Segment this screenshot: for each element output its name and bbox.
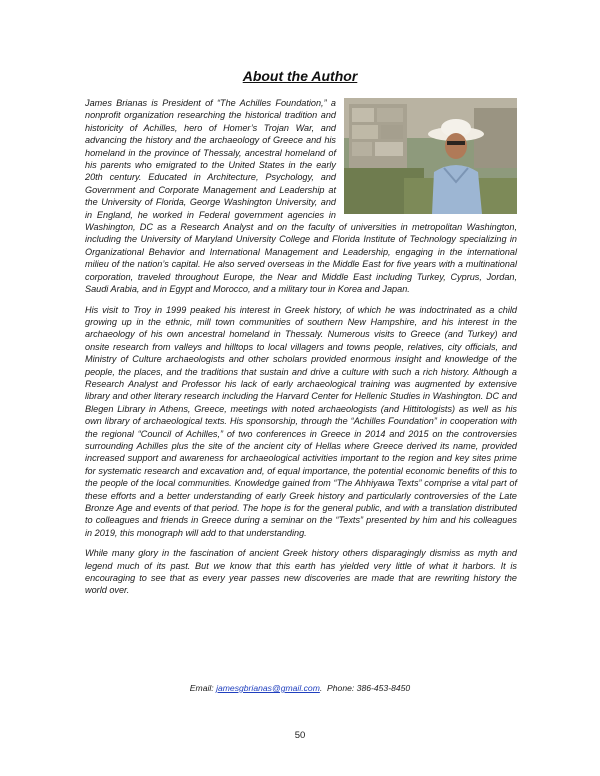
author-photo <box>344 98 517 214</box>
author-bio <box>85 97 517 605</box>
contact-line <box>0 683 600 693</box>
page-title: About the Author <box>242 68 358 84</box>
page-number: 50 <box>294 730 306 741</box>
contact-separator: . <box>319 683 323 693</box>
bio-paragraph-1: James Brianas is President of “The Achilles Foundation,” a nonprofit organization researching the historical tradition and historicity of Achilles, hero of Homer’s Trojan War, and advancing the history and the archaeology of Greece and his homeland in the province of Thessaly, ancestral homeland of his parents who emigrated to the United States in the early 20th century. Educated in Architecture, Psychology, and Government and Corporate Management and Leadership at the University of Florida, George Washington University, and in England, he worked in Federal government agencies in Washington, DC as a Research Analyst and on the faculty of universities in metropolitan Washington, including the University of Maryland University College and Florida Institute of Technology specializing in Organizational Behavior and International Management and Leadership, engaging in the international milieu of the nation’s capital. He also served overseas in the Middle East for five years with a multinational corporation, traveled throughout Europe, the Near and Middle East including Turkey, Cyprus, Jordan, Saudi Arabia, and in Egypt and Morocco, and a military tour in Korea and Japan. <box>85 98 517 295</box>
phone-label: Phone: <box>327 683 355 693</box>
email-label: Email: <box>189 683 214 693</box>
bio-paragraph-2: His visit to Troy in 1999 peaked his interest in Greek history, of which he was indoctrinated as a child growing up in the ethnic, mill town communities of southern New Hampshire, and his interest in the archaeology of his own ancestral homeland in Thessaly. Numerous visits to Greece (and Turkey) and onsite research from valleys and hilltops to local villagers and towns people, relatives, city officials, and Ministry of Culture archaeologists and other scholars provided enormous insight and knowledge of the people, the places, and the traditions that sustain and drive a culture with such a rich history. Although a Research Analyst and Professor his lack of early archaeological training was augmented by extensive library and other literary research including the Harvard Center for Hellenic Studies in Washington. DC and Blegen Library in Athens, Greece, meetings with noted archaeologists (and Hittitologists) as well as his own library of archaeological texts. His sponsorship, through the “Achilles Foundation” in cooperation with the regional “Council of Achilles,” of two conferences in Greece in 2014 and 2015 on the controversies surrounding Achilles plus the site of the ancient city of Hellas where Greece derived its name, provided increased support and awareness for archaeological activities important to the region and key sites prime for systematic research and excavation and, of equal importance, the potential economic benefits of this to the people of the local communities. Knowledge gained from “The Ahhiyawa Texts” comprise a vital part of these efforts and a better understanding of early Greek history and particularly controversies of the Late Bronze Age and events of that period. The hope is for the general public, and with a translation distributed to colleagues and friends in Greece during a seminar on the “Texts” presented by him and his colleagues in 2019, this monograph will add to that understanding. <box>85 304 517 538</box>
bio-paragraph-3: While many glory in the fascination of ancient Greek history others disparagingly dismiss as myth and legend much of its past. But we know that this earth has yielded very little of what it harbors. It is encouraging to see that as every year passes new discoveries are made that are rewriting history the world over. <box>85 548 517 596</box>
email-link[interactable]: jamesgbrianas@gmail.com <box>216 683 320 693</box>
phone-number: 386-453-8450 <box>356 683 411 693</box>
